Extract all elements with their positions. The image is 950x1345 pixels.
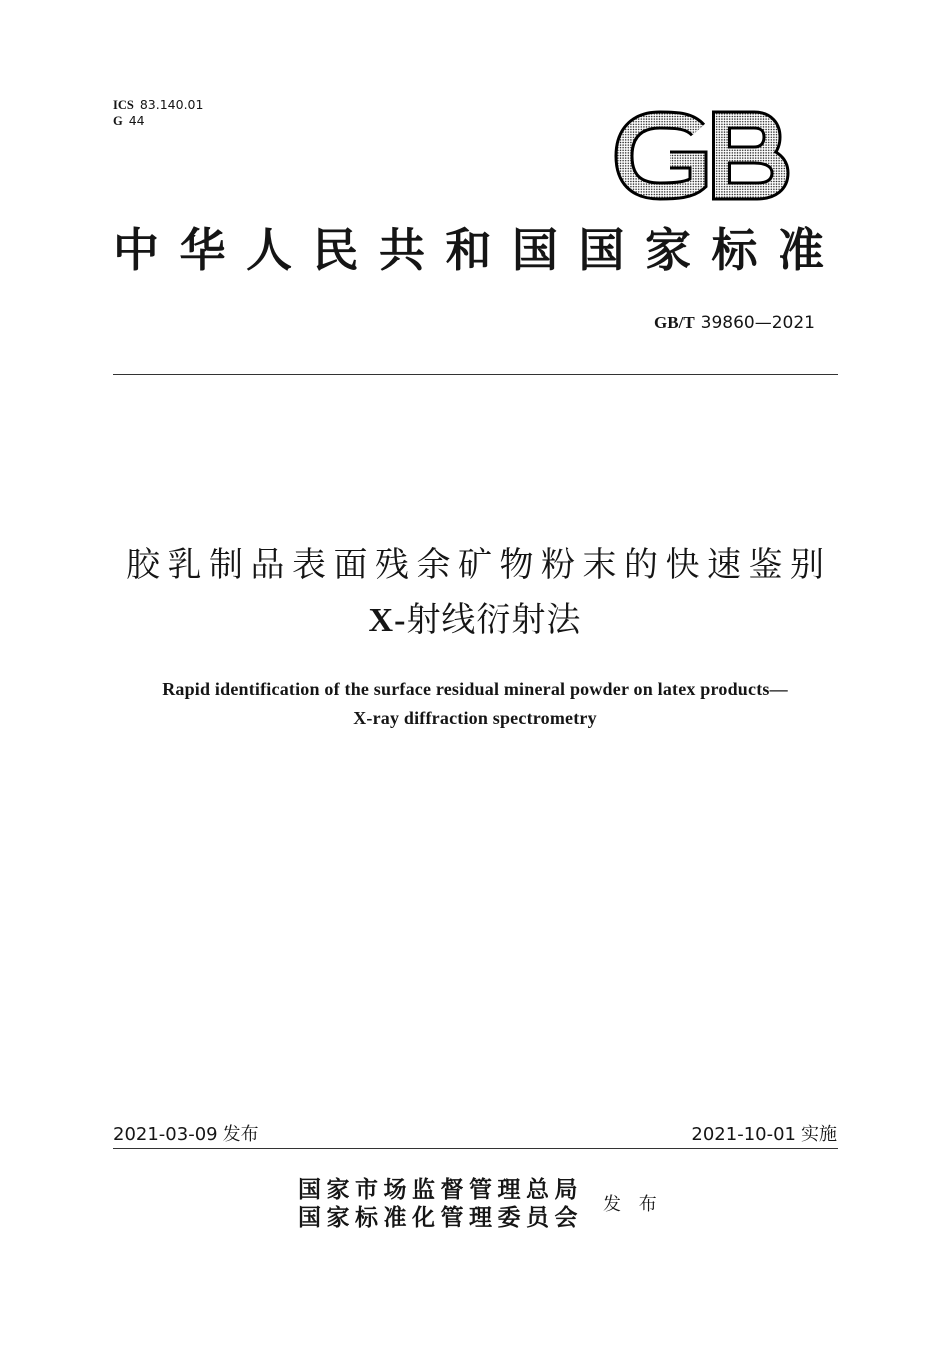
issue-date [113,1124,259,1146]
english-title-line1: Rapid identification of the surface residual mineral powder on latex products— [162,679,788,699]
issuer-samr: 国家市场监督管理总局 [298,1176,583,1203]
national-standard-heading: 中华人民共和国国家标准 [113,223,845,277]
issuer-sac: 国家标准化管理委员会 [298,1204,583,1231]
chinese-title-line2 [0,601,950,640]
chinese-title-prefix: X- [368,602,407,639]
top-divider [113,374,838,375]
ccs-label: G [113,114,123,128]
classification-codes [113,97,203,129]
standard-number-prefix: GB/T [654,313,695,332]
implementation-date-label: 实施 [801,1124,837,1145]
ics-label: ICS [113,98,134,112]
ccs-code: 44 [128,113,145,128]
issue-action: 发 布 [603,1194,663,1215]
standard-number-value: 39860—2021 [700,313,815,333]
chinese-title-line1: 胶乳制品表面残余矿物粉末的快速鉴别 [126,545,832,585]
gb-logo-icon [614,110,790,201]
implementation-date [691,1124,837,1146]
issue-date-value: 2021-03-09 [113,1124,218,1145]
ccs-row [113,113,203,129]
ics-row [113,97,203,113]
english-title-line2: X-ray diffraction spectrometry [353,708,597,728]
implementation-date-value: 2021-10-01 [691,1124,796,1145]
issue-date-label: 发布 [222,1124,259,1145]
chinese-title-rest: 射线衍射法 [406,600,582,640]
ics-code: 83.140.01 [139,97,204,112]
bottom-divider [113,1148,838,1149]
standard-number [654,312,815,334]
